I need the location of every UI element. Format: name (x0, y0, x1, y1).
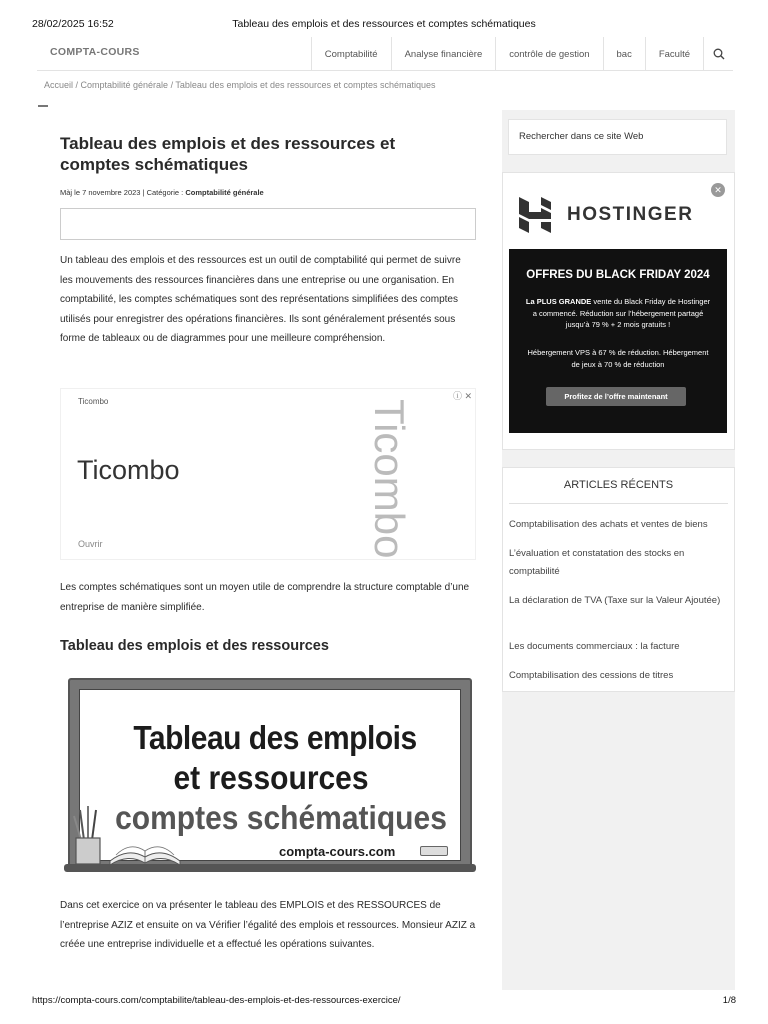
recent-article-link[interactable]: L’évaluation et constatation des stocks en comptabilité (509, 548, 685, 577)
table-of-contents-box[interactable] (60, 208, 476, 240)
ad-rotated-brand: Ticombo (366, 399, 413, 559)
recent-articles-title: ARTICLES RÉCENTS (563, 479, 674, 491)
main-nav (311, 37, 733, 71)
divider (509, 503, 728, 504)
ad-promo-panel (509, 249, 727, 433)
article (38, 112, 498, 992)
open-book-icon (108, 827, 182, 867)
search-button[interactable] (703, 37, 733, 71)
print-url: https://compta-cours.com/comptabilite/tableau-des-emplois-et-des-ressources-exercice/ (32, 995, 401, 1006)
hostinger-logo-icon (517, 195, 553, 235)
recent-article-link[interactable]: Comptabilisation des achats et ventes de biens (509, 519, 708, 530)
search-icon (713, 48, 725, 60)
page-title: Tableau des emplois et des ressources et comptes schématiques (60, 134, 396, 174)
paragraph-3: Dans cet exercice on va présenter le tableau des EMPLOIS et des RESSOURCES de l’entreprise AZIZ et ensuite on va Vérifier l’égalité des emplois et ressources. Monsieur AZIZ a créée une entreprise individuelle et a effectué les opérations suivantes. (60, 900, 476, 950)
page-number: 1/8 (722, 995, 736, 1006)
print-footer (32, 995, 736, 1009)
nav-item-controle-de-gestion[interactable]: contrôle de gestion (495, 37, 602, 71)
ad-label: Ticombo (78, 397, 109, 406)
sidebar-ad[interactable] (502, 172, 735, 450)
breadcrumb[interactable]: Accueil / Comptabilité générale / Tableau des emplois et des ressources et comptes schématiques (44, 80, 436, 90)
nav-item-analyse-financiere[interactable]: Analyse financière (391, 37, 496, 71)
image-text-line1: Tableau des emplois (133, 719, 417, 757)
paragraph-2: Les comptes schématiques sont un moyen utile de comprendre la structure comptable d’une entreprise de manière simplifiée. (60, 582, 470, 613)
sidebar-search-input[interactable]: Rechercher dans ce site Web (508, 119, 727, 155)
close-icon[interactable]: ✕ (711, 183, 725, 197)
promo-text-2: Hébergement VPS à 67 % de réduction. Hébergement de jeux à 70 % de réduction (527, 348, 709, 369)
promo-title: OFFRES DU BLACK FRIDAY 2024 (526, 269, 710, 281)
intro-paragraph: Un tableau des emplois et des ressources est un outil de comptabilité qui permet de suivre les mouvements des ressources financières dans une entreprise ou une organisation. En comptabilité, les comptes schématiques sont des représentations simplifiées des comptes utilisés pour enregistrer des opérations financières. Ils sont généralement présentés sous forme de tableaux ou de diagrammes pour une meilleure compréhension. (60, 255, 461, 344)
image-text-line3: comptes schématiques (115, 799, 447, 837)
ad-info-close-icon[interactable]: ⓘ ✕ (452, 391, 472, 401)
article-date: Màj le 7 novembre 2023 | Catégorie : (60, 188, 186, 197)
article-meta (60, 188, 264, 197)
promo-text (525, 296, 711, 331)
recent-articles-widget (502, 467, 735, 692)
nav-item-bac[interactable]: bac (603, 37, 645, 71)
recent-article-link[interactable]: Comptabilisation des cessions de titres (509, 670, 674, 681)
print-doc-title: Tableau des emplois et des ressources et comptes schématiques (232, 18, 536, 30)
featured-image (64, 674, 476, 880)
nav-item-faculte[interactable]: Faculté (645, 37, 703, 71)
image-text-line2: et ressources (173, 759, 369, 797)
nav-item-comptabilite[interactable]: Comptabilité (311, 37, 391, 71)
image-site-text: compta-cours.com (279, 844, 396, 859)
pencil-cup-icon (70, 804, 106, 866)
section-heading: Tableau des emplois et des ressources (60, 638, 329, 654)
print-datetime: 28/02/2025 16:52 (32, 18, 114, 30)
ad-brand[interactable]: Ticombo (77, 455, 180, 485)
divider (38, 105, 48, 107)
ad-brand-name: HOSTINGER (567, 204, 694, 225)
print-header (32, 18, 736, 32)
promo-cta-button[interactable]: Profitez de l’offre maintenant (546, 387, 686, 406)
promo-strong: La PLUS GRANDE (525, 297, 592, 306)
ad-decorative-text (355, 389, 421, 561)
category-link[interactable]: Comptabilité générale (185, 188, 264, 197)
ad-open-link[interactable]: Ouvrir (78, 539, 103, 549)
recent-article-link[interactable]: La déclaration de TVA (Taxe sur la Valeur Ajoutée) (509, 595, 721, 606)
site-logo[interactable]: COMPTA-COURS (50, 46, 140, 58)
eraser-icon (420, 846, 448, 856)
recent-article-link[interactable]: Les documents commerciaux : la facture (509, 641, 680, 652)
inline-ad[interactable] (60, 388, 476, 560)
promo-body: vente du Black Friday de Hostinger a commencé. Réduction sur l’hébergement partagé jusqu’à 79 % + 2 mois gratuits ! (532, 297, 711, 329)
site-header (37, 37, 733, 71)
